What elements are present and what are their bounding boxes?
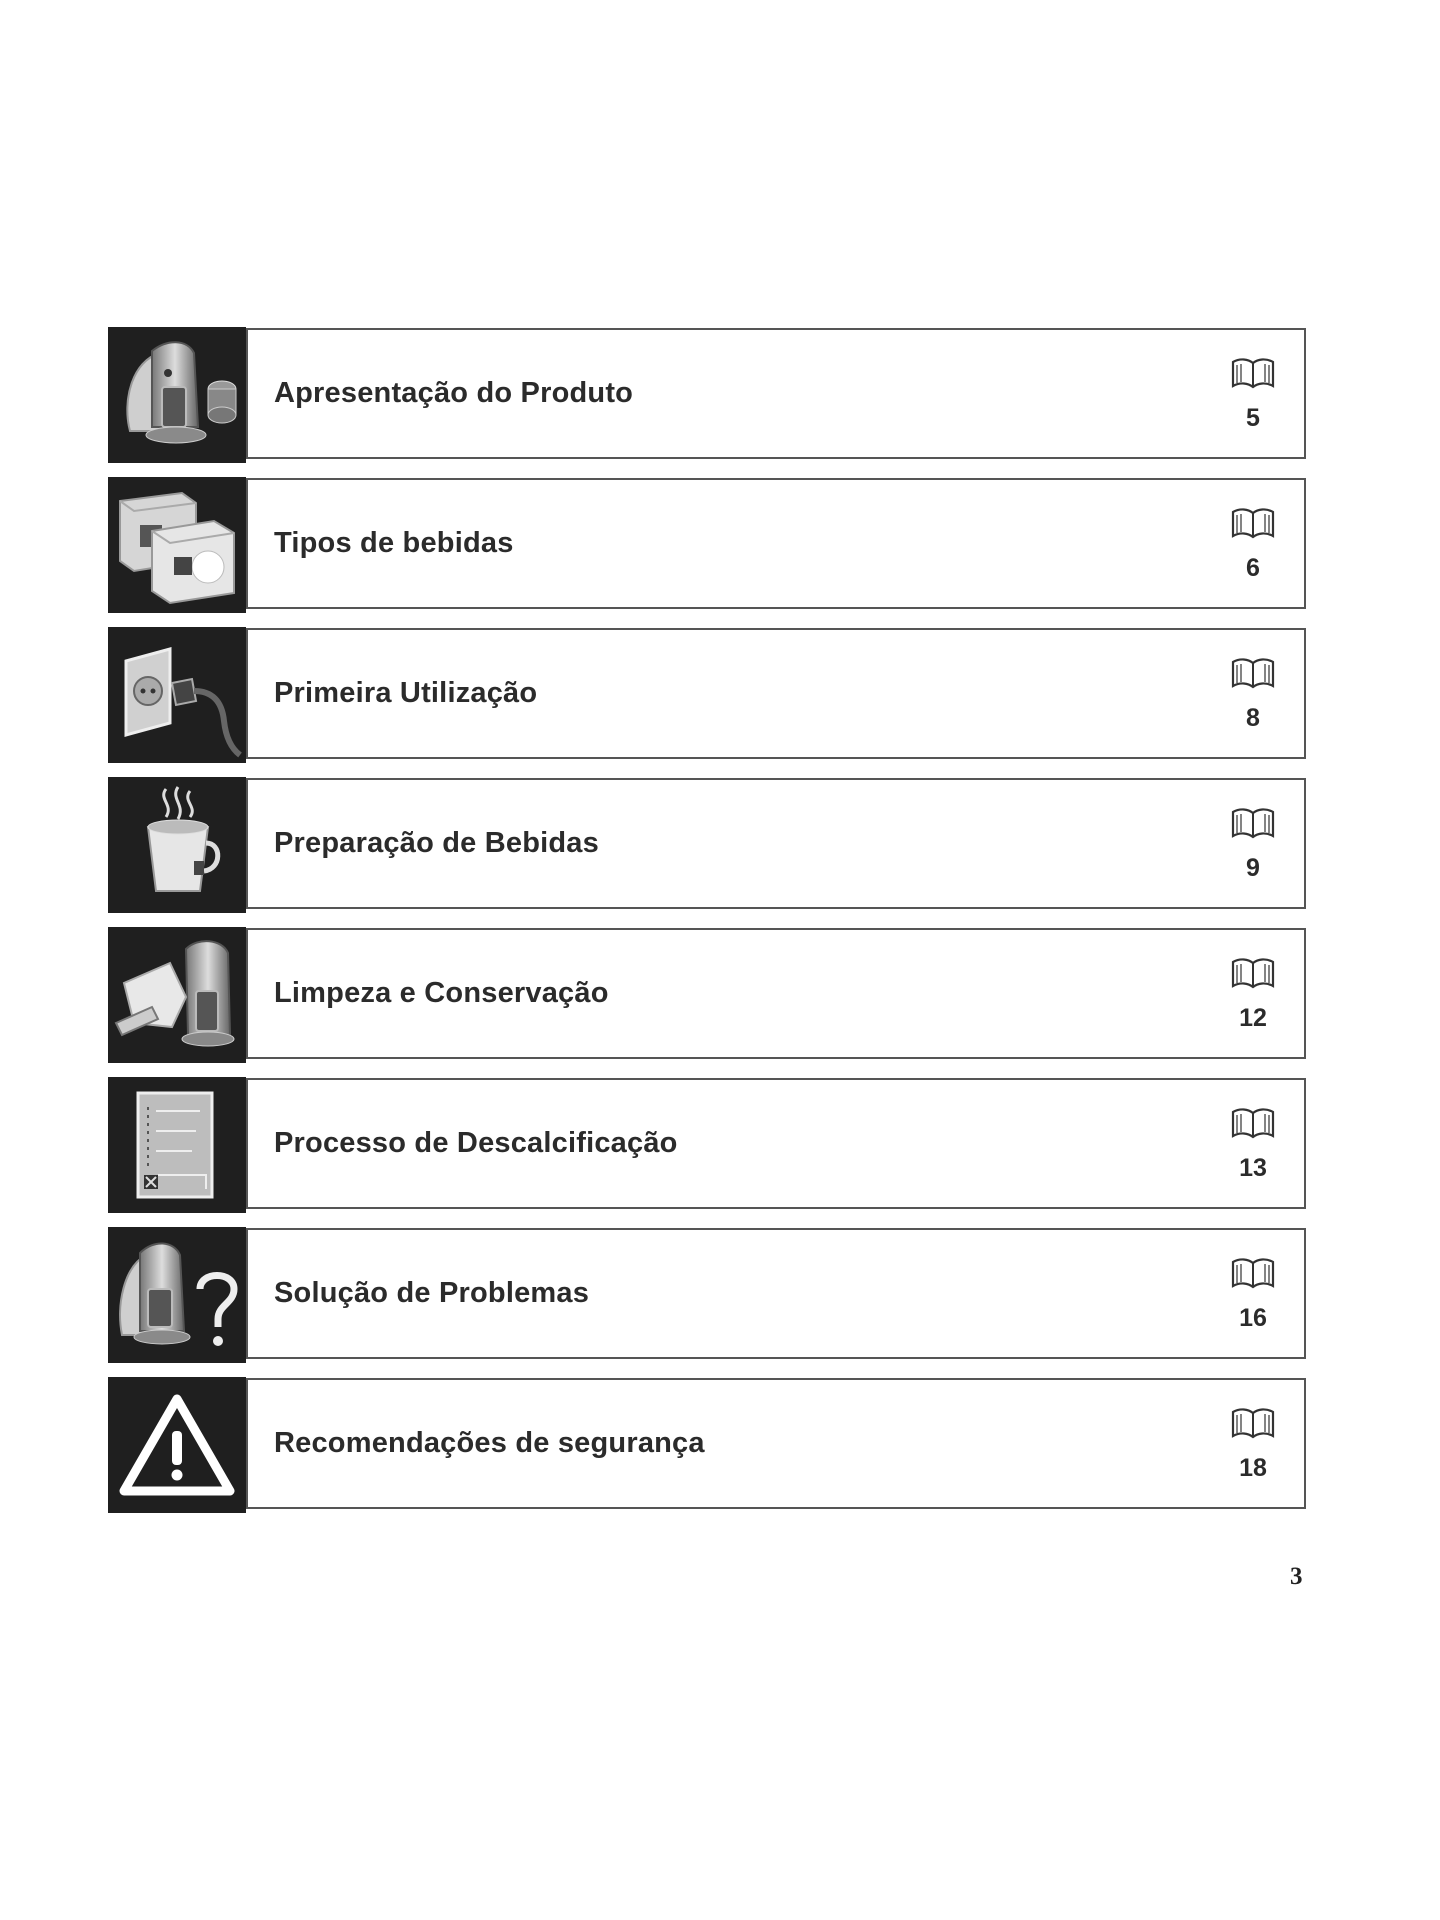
power-plug-icon	[108, 627, 246, 763]
toc-entry-troubleshooting[interactable]	[108, 1227, 1306, 1363]
toc-entry-box	[246, 778, 1306, 909]
open-book-icon	[1230, 1256, 1276, 1290]
page-reference	[1228, 806, 1278, 883]
toc-page-number: 6	[1246, 554, 1260, 582]
toc-entry-title: Solução de Problemas	[274, 1277, 590, 1309]
page-reference	[1228, 656, 1278, 733]
page-number: 3	[1290, 1563, 1303, 1590]
toc-entry-box	[246, 1378, 1306, 1509]
warning-icon	[108, 1377, 246, 1513]
open-book-icon	[1230, 1406, 1276, 1440]
page-reference	[1228, 356, 1278, 433]
toc-entry-box	[246, 928, 1306, 1059]
toc-entry-box	[246, 478, 1306, 609]
toc-entry-cleaning[interactable]	[108, 927, 1306, 1063]
open-book-icon	[1230, 506, 1276, 540]
toc-entry-drink-types[interactable]	[108, 477, 1306, 613]
toc-entry-box	[246, 628, 1306, 759]
toc-entry-drink-preparation[interactable]	[108, 777, 1306, 913]
toc-entry-box	[246, 1228, 1306, 1359]
toc-entry-product-presentation[interactable]	[108, 327, 1306, 463]
page-reference	[1228, 506, 1278, 583]
toc-entry-descaling[interactable]	[108, 1077, 1306, 1213]
page-reference	[1228, 1106, 1278, 1183]
toc-page-number: 12	[1239, 1004, 1267, 1032]
toc-page-number: 9	[1246, 854, 1260, 882]
open-book-icon	[1230, 806, 1276, 840]
open-book-icon	[1230, 356, 1276, 390]
toc-entry-title: Limpeza e Conservação	[274, 977, 609, 1009]
toc-entry-safety[interactable]	[108, 1377, 1306, 1513]
toc-page-number: 16	[1239, 1304, 1267, 1332]
descaling-sheet-icon	[108, 1077, 246, 1213]
page-reference	[1228, 956, 1278, 1033]
toc-entry-title: Primeira Utilização	[274, 677, 538, 709]
toc-entry-title: Processo de Descalcificação	[274, 1127, 678, 1159]
toc-entry-title: Tipos de bebidas	[274, 527, 514, 559]
toc-page-number: 13	[1239, 1154, 1267, 1182]
toc-entry-box	[246, 1078, 1306, 1209]
toc-page-number: 8	[1246, 704, 1260, 732]
toc-entry-box	[246, 328, 1306, 459]
open-book-icon	[1230, 956, 1276, 990]
open-book-icon	[1230, 656, 1276, 690]
troubleshooting-icon	[108, 1227, 246, 1363]
page-reference	[1228, 1406, 1278, 1483]
coffee-machine-icon	[108, 327, 246, 463]
toc-entry-title: Recomendações de segurança	[274, 1427, 705, 1459]
toc-entry-first-use[interactable]	[108, 627, 1306, 763]
toc-entry-title: Apresentação do Produto	[274, 377, 634, 409]
toc-page-number: 5	[1246, 404, 1260, 432]
hot-cup-icon	[108, 777, 246, 913]
toc-entry-title: Preparação de Bebidas	[274, 827, 599, 859]
open-book-icon	[1230, 1106, 1276, 1140]
toc-page-number: 18	[1239, 1454, 1267, 1482]
page-reference	[1228, 1256, 1278, 1333]
capsule-boxes-icon	[108, 477, 246, 613]
cleaning-icon	[108, 927, 246, 1063]
table-of-contents	[108, 327, 1306, 1527]
